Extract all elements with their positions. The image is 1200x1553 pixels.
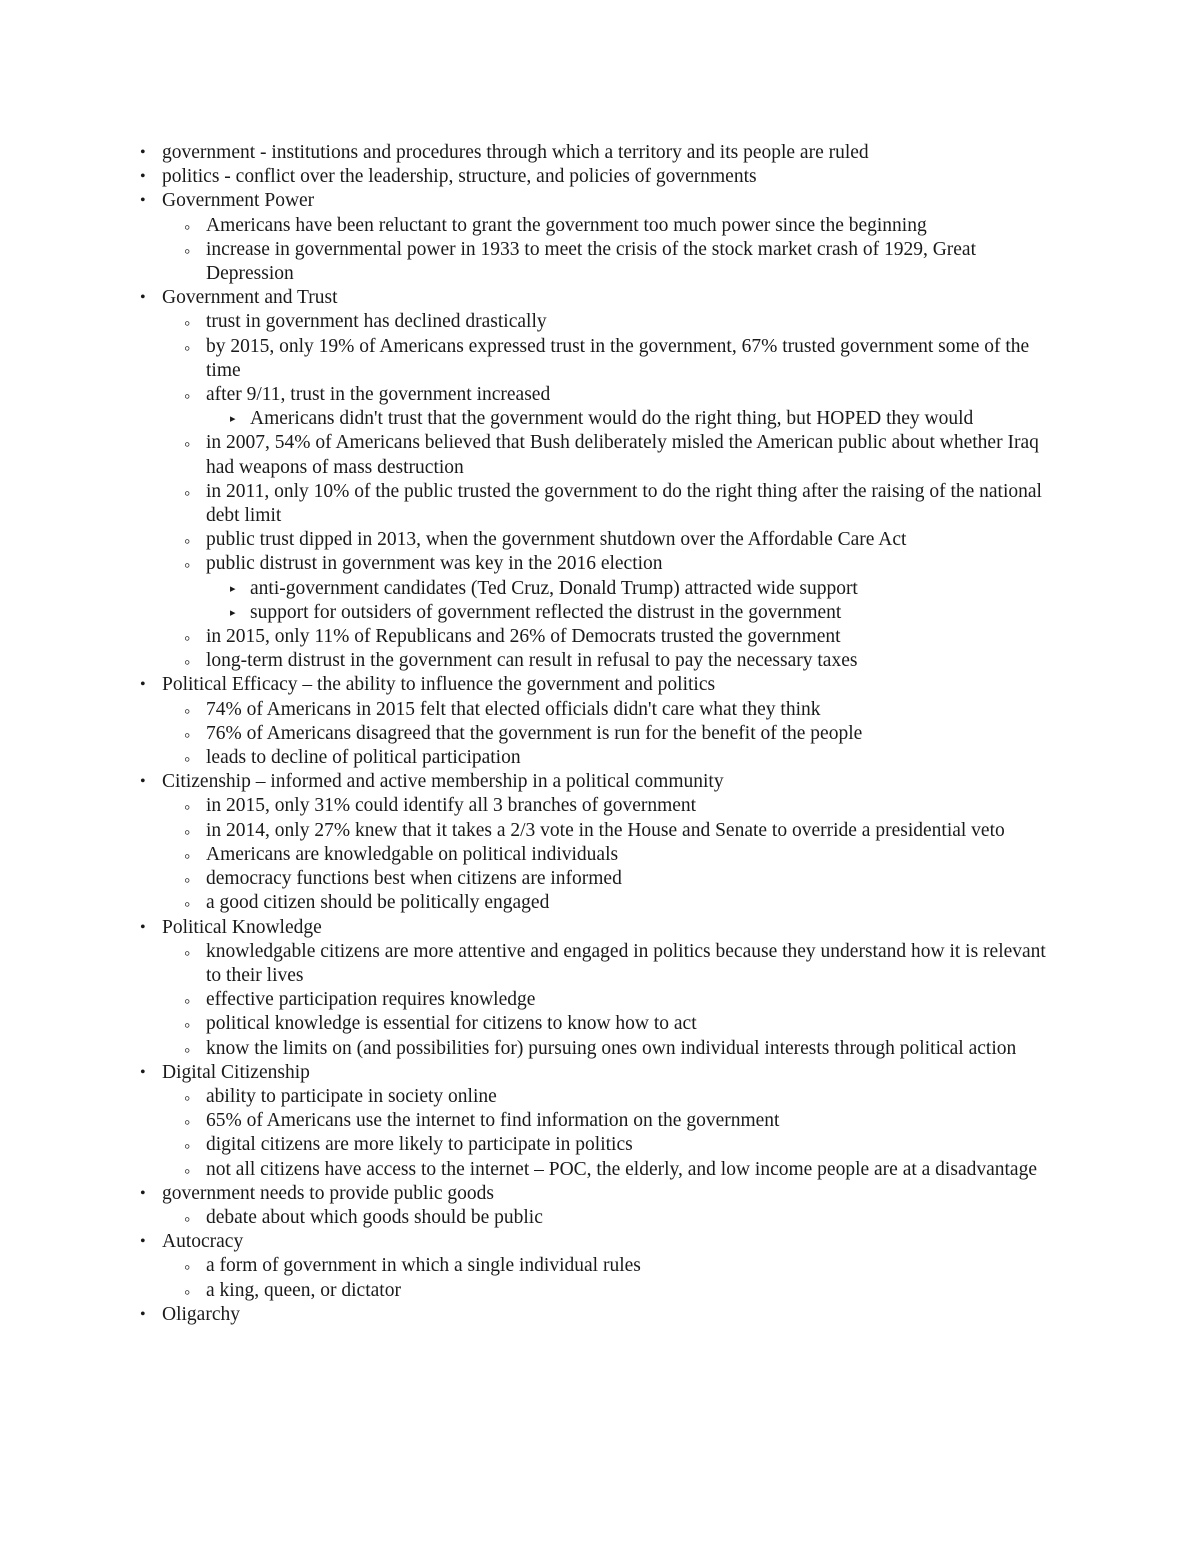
circle-bullet-icon [184,649,190,676]
outline-item-text: public trust dipped in 2013, when the government shutdown over the Affordable Care Act [206,529,907,551]
outline-item-level-1 [0,891,1056,915]
outline-item-text: Government and Trust [162,287,338,309]
disc-bullet-icon [140,916,146,940]
outline-item-level-2 [0,577,1056,601]
outline-item-text: by 2015, only 19% of Americans expressed trust in the government, 67% trusted government some of the time [206,335,1030,381]
outline-item-text: knowledgable citizens are more attentive and engaged in politics because they understand how it is relevant to their lives [206,940,1046,986]
outline-item-text: government needs to provide public goods [162,1182,494,1204]
outline-item-level-0 [0,286,1200,310]
outline-item-level-1 [0,238,1056,286]
outline-item-level-1 [0,431,1056,479]
outline-item-level-1 [0,1109,1056,1133]
circle-bullet-icon [184,1206,190,1233]
outline-item-text: Americans have been reluctant to grant the government too much power since the beginning [206,214,927,236]
outline-item-text: Americans are knowledgable on political individuals [206,843,619,865]
outline-item-text: in 2011, only 10% of the public trusted the government to do the right thing after the raising of the national debt limit [206,480,1042,527]
circle-bullet-icon [184,625,190,652]
disc-bullet-icon [140,141,146,165]
outline-item-level-1 [0,746,1056,770]
outline-item-text: politics - conflict over the leadership, structure, and policies of governments [162,166,757,188]
disc-bullet-icon [140,1182,146,1206]
outline-item-level-1 [0,867,1056,891]
triangle-bullet-icon [230,577,236,601]
outline-item-text: a king, queen, or dictator [206,1279,401,1301]
outline-item-text: trust in government has declined drastically [206,311,547,333]
outline-item-level-1 [0,819,1056,843]
outline-item-text: in 2015, only 11% of Republicans and 26% of Democrats trusted the government [206,626,841,648]
circle-bullet-icon [184,335,190,362]
outline-item-level-1 [0,383,1056,407]
circle-bullet-icon [184,722,190,749]
outline-item-level-1 [0,480,1056,528]
outline-item-level-1 [0,843,1056,867]
circle-bullet-icon [184,214,190,241]
disc-bullet-icon [140,770,146,794]
triangle-bullet-icon [230,601,236,625]
circle-bullet-icon [184,1254,190,1281]
outline-item-level-1 [0,1133,1056,1157]
outline-item-level-1 [0,625,1056,649]
outline-item-text: public distrust in government was key in the 2016 election [206,553,663,575]
outline-item-level-0 [0,1061,1200,1085]
circle-bullet-icon [184,238,190,265]
disc-bullet-icon [140,1230,146,1254]
outline-item-text: debate about which goods should be public [206,1206,543,1228]
outline-item-level-0 [0,673,1200,697]
outline-item-text: government - institutions and procedures through which a territory and its people are ruled [162,142,869,163]
outline-item-level-1 [0,1158,1056,1182]
circle-bullet-icon [184,843,190,870]
outline-item-text: in 2014, only 27% knew that it takes a 2/3 vote in the House and Senate to override a presidential veto [206,819,1005,841]
circle-bullet-icon [184,1133,190,1160]
outline-item-text: democracy functions best when citizens are informed [206,868,622,890]
circle-bullet-icon [184,480,190,507]
disc-bullet-icon [140,189,146,213]
outline-item-text: Citizenship – informed and active membership in a political community [162,771,724,793]
disc-bullet-icon [140,286,146,310]
outline-item-level-0 [0,165,1200,189]
outline-item-text: political knowledge is essential for citizens to know how to act [206,1013,697,1035]
triangle-bullet-icon [230,407,236,431]
outline-item-level-1 [0,528,1056,552]
outline-item-text: leads to decline of political participation [206,747,521,769]
outline-item-level-1 [0,1254,1056,1278]
circle-bullet-icon [184,891,190,918]
outline-item-level-1 [0,1206,1056,1230]
outline-item-level-2 [0,407,1056,431]
outline-item-text: a form of government in which a single individual rules [206,1255,641,1277]
circle-bullet-icon [184,431,190,458]
circle-bullet-icon [184,1012,190,1039]
outline-item-text: increase in governmental power in 1933 to meet the crisis of the stock market crash of 1929, Great Depression [206,238,977,285]
outline-item-level-1 [0,1085,1056,1109]
circle-bullet-icon [184,940,190,967]
outline-item-level-1 [0,214,1056,238]
outline-item-level-1 [0,698,1056,722]
outline-item-level-1 [0,552,1056,576]
outline-item-text: effective participation requires knowledge [206,989,536,1011]
outline-item-level-0 [0,1182,1200,1206]
outline-item-text: digital citizens are more likely to participate in politics [206,1134,633,1156]
outline-item-text: support for outsiders of government reflected the distrust in the government [250,601,842,623]
outline-item-text: after 9/11, trust in the government increased [206,384,551,406]
outline-item-level-2 [0,601,1056,625]
circle-bullet-icon [184,552,190,579]
circle-bullet-icon [184,698,190,725]
outline-item-text: 74% of Americans in 2015 felt that elected officials didn't care what they think [206,698,821,720]
outline-item-text: a good citizen should be politically engaged [206,892,550,914]
outline-item-level-0 [0,770,1200,794]
disc-bullet-icon [140,1303,146,1327]
circle-bullet-icon [184,794,190,821]
circle-bullet-icon [184,819,190,846]
outline-item-level-1 [0,1279,1056,1303]
outline-item-level-1 [0,794,1056,818]
outline-item-level-1 [0,335,1056,383]
outline-item-text: not all citizens have access to the internet – POC, the elderly, and low income people are at a disadvantage [206,1158,1037,1180]
circle-bullet-icon [184,310,190,337]
outline-item-level-0 [0,189,1200,213]
disc-bullet-icon [140,165,146,189]
outline-item-text: long-term distrust in the government can result in refusal to pay the necessary taxes [206,650,858,672]
outline-item-level-0 [0,141,1200,165]
bulleted-outline [0,141,1200,1327]
circle-bullet-icon [184,1158,190,1185]
outline-item-level-1 [0,310,1056,334]
outline-item-text: Autocracy [162,1231,244,1253]
outline-item-level-0 [0,1230,1200,1254]
outline-item-level-1 [0,649,1056,673]
outline-item-text: ability to participate in society online [206,1085,497,1107]
outline-item-text: know the limits on (and possibilities for) pursuing ones own individual interests through political action [206,1037,1017,1059]
outline-item-level-1 [0,722,1056,746]
outline-item-text: 65% of Americans use the internet to find information on the government [206,1110,780,1132]
circle-bullet-icon [184,383,190,410]
circle-bullet-icon [184,1085,190,1112]
circle-bullet-icon [184,746,190,773]
circle-bullet-icon [184,1109,190,1136]
outline-item-level-1 [0,940,1056,988]
circle-bullet-icon [184,1279,190,1306]
outline-item-text: in 2007, 54% of Americans believed that Bush deliberately misled the American public about whether Iraq had weapons of mass destruction [206,432,1039,478]
outline-item-text: Government Power [162,190,315,212]
outline-item-text: anti-government candidates (Ted Cruz, Donald Trump) attracted wide support [250,577,858,599]
outline-item-level-0 [0,916,1200,940]
outline-item-text: 76% of Americans disagreed that the government is run for the benefit of the people [206,722,863,744]
outline-item-level-1 [0,1012,1056,1036]
disc-bullet-icon [140,1061,146,1085]
circle-bullet-icon [184,867,190,894]
circle-bullet-icon [184,988,190,1015]
outline-item-level-1 [0,988,1056,1012]
outline-item-text: Digital Citizenship [162,1061,310,1083]
circle-bullet-icon [184,528,190,555]
outline-item-text: in 2015, only 31% could identify all 3 branches of government [206,795,697,817]
outline-item-text: Political Efficacy – the ability to influence the government and politics [162,674,716,696]
outline-item-text: Political Knowledge [162,916,322,938]
disc-bullet-icon [140,673,146,697]
outline-item-text: Americans didn't trust that the government would do the right thing, but HOPED they would [250,408,974,430]
outline-item-text: Oligarchy [162,1303,240,1325]
circle-bullet-icon [184,1037,190,1064]
outline-item-level-1 [0,1037,1056,1061]
outline-item-level-0 [0,1303,1200,1327]
